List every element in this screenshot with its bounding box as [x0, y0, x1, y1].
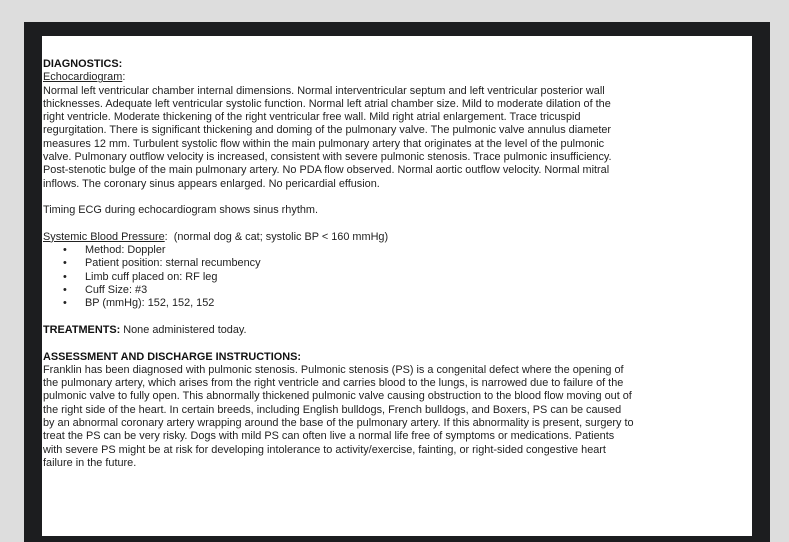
assessment-line: the pulmonary artery, which arises from the right ventricle and carries blood to the lungs, is narrowed due to failure of the	[43, 377, 624, 390]
assessment-line: by an abnormal coronary artery wrapping around the base of the pulmonary artery. If this abnormality is present, surgery to	[43, 417, 634, 430]
ecg-text: Timing ECG during echocardiogram shows sinus rhythm.	[43, 204, 318, 217]
assessment-line: the right side of the heart. In certain breeds, including English bulldogs, French bulldogs, and Boxers, PS can be caused	[43, 403, 622, 416]
bp-item-text: Method: Doppler	[85, 244, 166, 257]
assessment-line: with severe PS might be at risk for developing intolerance to activity/exercise, fainting, or right-sided congestive heart	[43, 443, 606, 456]
assessment-line: treat the PS can be very risky. Dogs with mild PS can often live a normal life free of symptoms or medications. Patients	[43, 430, 615, 443]
treatments-text: None administered today.	[120, 323, 247, 336]
bullet: •	[63, 270, 67, 283]
bullet: •	[63, 244, 67, 257]
bp-item-text: Limb cuff placed on: RF leg	[85, 270, 218, 283]
bp-list-item	[43, 271, 663, 284]
bp-list-item	[43, 297, 663, 310]
echo-label-line	[43, 71, 663, 84]
echo-line: Normal left ventricular chamber internal dimensions. Normal interventricular septum and left ventricular posterior wall	[43, 84, 605, 97]
echo-line: Post-stenotic bulge of the main pulmonary artery. No PDA flow observed. Normal aortic outflow velocity. Normal mitral	[43, 164, 610, 177]
echo-line: inflows. The coronary sinus appears enlarged. No pericardial effusion.	[43, 177, 380, 190]
treatments-heading: TREATMENTS:	[43, 323, 121, 336]
echo-line: measures 12 mm. Turbulent systolic flow within the main pulmonary artery that originates at the level of the pulmonic	[43, 137, 605, 150]
bullet: •	[63, 297, 67, 310]
assessment-line: Franklin has been diagnosed with pulmonic stenosis. Pulmonic stenosis (PS) is a congenital defect where the opening of	[43, 363, 624, 376]
treatments-line	[43, 324, 663, 337]
assessment-text	[43, 364, 663, 470]
bullet: •	[63, 284, 67, 297]
echo-line: regurgitation. There is significant thickening and doming of the pulmonary valve. The pulmonic valve annulus diameter	[43, 124, 612, 137]
bp-item-text: Patient position: sternal recumbency	[85, 257, 261, 270]
assessment-line: pulmonic valve to fully open. This abnormally thickened pulmonic valve causing obstruction to the blood flow moving out of	[43, 390, 632, 403]
echo-line: thicknesses. Adequate left ventricular systolic function. Normal left atrial chamber size. Mild to moderate dilation of the	[43, 97, 611, 110]
bp-note: : (normal dog & cat; systolic BP < 160 mmHg)	[164, 230, 389, 243]
bp-label-line	[43, 231, 663, 244]
bullet: •	[63, 257, 67, 270]
diagnostics-heading: DIAGNOSTICS:	[43, 58, 123, 70]
assessment-heading: ASSESSMENT AND DISCHARGE INSTRUCTIONS:	[43, 350, 301, 363]
echo-line: valve. Pulmonary outflow velocity is increased, consistent with severe pulmonic stenosis. Trace pulmonic insufficiency.	[43, 151, 612, 164]
document-content	[43, 58, 663, 470]
echocardiogram-label: Echocardiogram	[43, 71, 123, 84]
bp-list-item	[43, 244, 663, 257]
echo-line: right ventricle. Moderate thickening of the right ventricular free wall. Mild right atrial enlargement. Trace tricuspid	[43, 111, 581, 124]
bp-item-text: Cuff Size: #3	[85, 284, 148, 297]
bp-list-item	[43, 284, 663, 297]
bp-item-text: BP (mmHg): 152, 152, 152	[85, 297, 215, 310]
bp-label: Systemic Blood Pressure	[43, 230, 165, 243]
assessment-line: failure in the future.	[43, 456, 137, 469]
echo-colon: :	[122, 71, 126, 84]
bp-list	[43, 244, 663, 310]
echocardiogram-text	[43, 85, 663, 191]
bp-list-item	[43, 257, 663, 270]
